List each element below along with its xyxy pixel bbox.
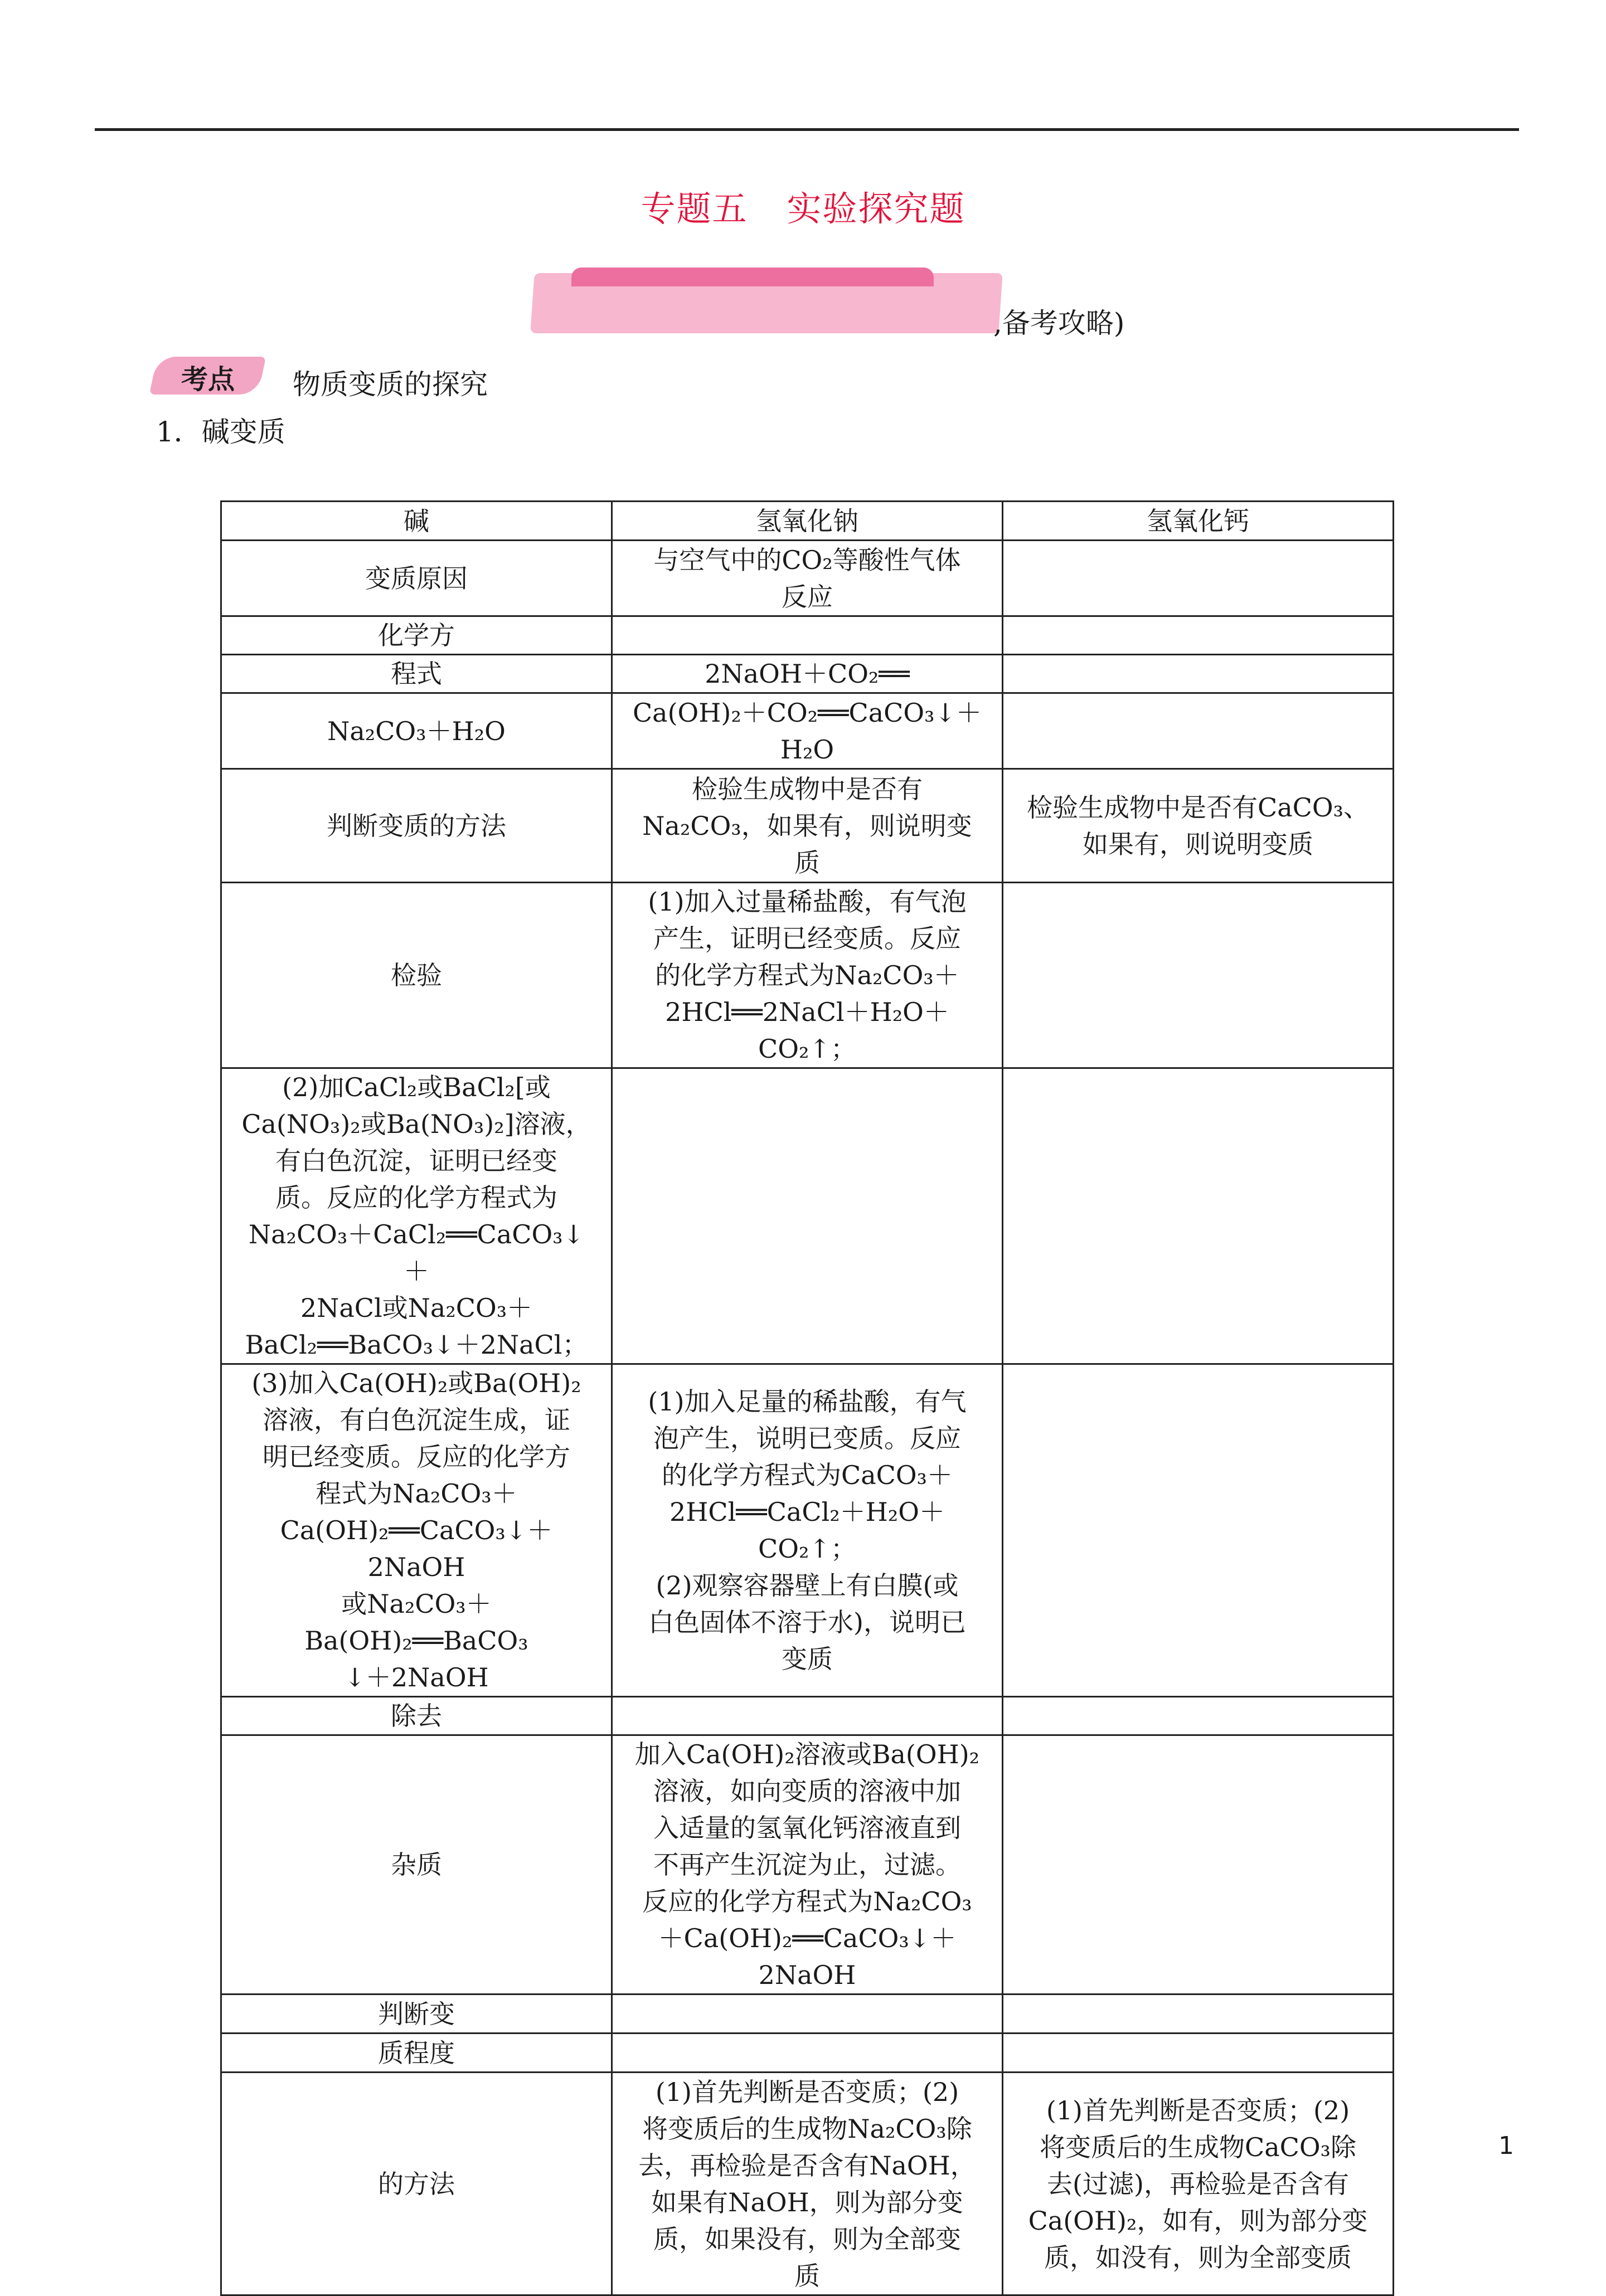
kaodian-badge-label: 考点 [181, 364, 235, 395]
table-cell [1003, 1068, 1394, 1364]
table-row [221, 769, 1394, 883]
table-cell: (3)加入Ca(OH)₂或Ba(OH)₂ 溶液，有白色沉淀生成，证 明已经变质。反应的化学方 程式为Na₂CO₃＋ Ca(OH)₂══CaCO₃↓＋2NaOH 或Na₂CO₃＋Ba(OH)₂══BaCO₃ ↓＋2NaOH [221, 1364, 612, 1697]
table-row [221, 1364, 1394, 1697]
section-banner [532, 267, 1001, 334]
table-cell [612, 1995, 1003, 2034]
table-cell [1003, 1364, 1394, 1697]
table-cell: 判断变质的方法 [221, 769, 612, 883]
table-cell [612, 2034, 1003, 2073]
table-row [221, 1697, 1394, 1735]
top-rule [95, 128, 1519, 131]
table-row [221, 655, 1394, 693]
table-cell: (1)加入过量稀盐酸，有气泡 产生，证明已经变质。反应 的化学方程式为Na₂CO₃＋ 2HCl══2NaCl＋H₂O＋CO₂↑； [612, 883, 1003, 1068]
table-cell: 检验生成物中是否有 Na₂CO₃，如果有，则说明变 质 [612, 769, 1003, 883]
table-cell: 检验 [221, 883, 612, 1068]
table-cell [1003, 1697, 1394, 1735]
table-cell: 的方法 [221, 2073, 612, 2295]
table-cell [612, 1697, 1003, 1735]
table-cell: 氢氧化钙 [1003, 502, 1394, 541]
table-cell [1003, 541, 1394, 616]
table-cell [1003, 693, 1394, 769]
table-row [221, 1068, 1394, 1364]
table-cell: 2NaOH＋CO₂══ [612, 655, 1003, 693]
table-cell [1003, 2034, 1394, 2073]
table-row [221, 1735, 1394, 1995]
table-cell: 加入Ca(OH)₂溶液或Ba(OH)₂ 溶液，如向变质的溶液中加 入适量的氢氧化钙溶液直到 不再产生沉淀为止，过滤。 反应的化学方程式为Na₂CO₃ ＋Ca(OH)₂══CaCO₃↓＋2NaOH [612, 1735, 1003, 1995]
sub-heading: 1．碱变质 [156, 416, 285, 448]
title-part-1: 专题五 [641, 188, 748, 229]
page-number: 1 [1498, 2132, 1514, 2160]
table-cell: (2)加CaCl₂或BaCl₂[或 Ca(NO₃)₂或Ba(NO₃)₂]溶液， 有白色沉淀，证明已经变 质。反应的化学方程式为 Na₂CO₃＋CaCl₂══CaCO₃↓＋ 2NaCl或Na₂CO₃＋ BaCl₂══BaCO₃↓＋2NaCl； [221, 1068, 612, 1364]
banner-ribbon-top [571, 267, 934, 286]
table-row [221, 2034, 1394, 2073]
table-cell [1003, 1735, 1394, 1995]
alkali-deterioration-table [220, 500, 1394, 2296]
table-cell: 除去 [221, 1697, 612, 1735]
table-cell: (1)加入足量的稀盐酸，有气 泡产生，说明已变质。反应 的化学方程式为CaCO₃＋ 2HCl══CaCl₂＋H₂O＋CO₂↑； (2)观察容器壁上有白膜(或 白色固体不溶于水)，说明已 变质 [612, 1364, 1003, 1697]
table-cell: 与空气中的CO₂等酸性气体 反应 [612, 541, 1003, 616]
table-cell: 碱 [221, 502, 612, 541]
table-cell [1003, 883, 1394, 1068]
table-cell [1003, 616, 1394, 655]
table-cell: (1)首先判断是否变质；(2) 将变质后的生成物CaCO₃除 去(过滤)，再检验是否含有 Ca(OH)₂，如有，则为部分变 质，如没有，则为全部变质 [1003, 2073, 1394, 2295]
table-cell: 判断变 [221, 1995, 612, 2034]
page-title [0, 181, 1606, 231]
table-cell: 杂质 [221, 1735, 612, 1995]
table-row [221, 693, 1394, 769]
title-part-2: 实验探究题 [787, 188, 965, 229]
table-cell: Ca(OH)₂＋CO₂══CaCO₃↓＋ H₂O [612, 693, 1003, 769]
table-cell: 氢氧化钠 [612, 502, 1003, 541]
banner-caption: ,备考攻略) [993, 307, 1125, 339]
table-cell [1003, 1995, 1394, 2034]
table-cell: 程式 [221, 655, 612, 693]
table-row [221, 502, 1394, 541]
table-row [221, 616, 1394, 655]
table-row [221, 883, 1394, 1068]
section-title: 物质变质的探究 [293, 368, 488, 401]
table-cell: 化学方 [221, 616, 612, 655]
table-cell [1003, 655, 1394, 693]
table-row [221, 1995, 1394, 2034]
table-cell: 检验生成物中是否有CaCO₃、 如果有，则说明变质 [1003, 769, 1394, 883]
table-row [221, 2073, 1394, 2295]
table-cell [612, 1068, 1003, 1364]
table-cell: 质程度 [221, 2034, 612, 2073]
table-row [221, 541, 1394, 616]
table-cell [612, 616, 1003, 655]
table-cell: 变质原因 [221, 541, 612, 616]
table-cell: Na₂CO₃＋H₂O [221, 693, 612, 769]
table-cell: (1)首先判断是否变质；(2) 将变质后的生成物Na₂CO₃除 去，再检验是否含有NaOH， 如果有NaOH，则为部分变 质，如果没有，则为全部变 质 [612, 2073, 1003, 2295]
